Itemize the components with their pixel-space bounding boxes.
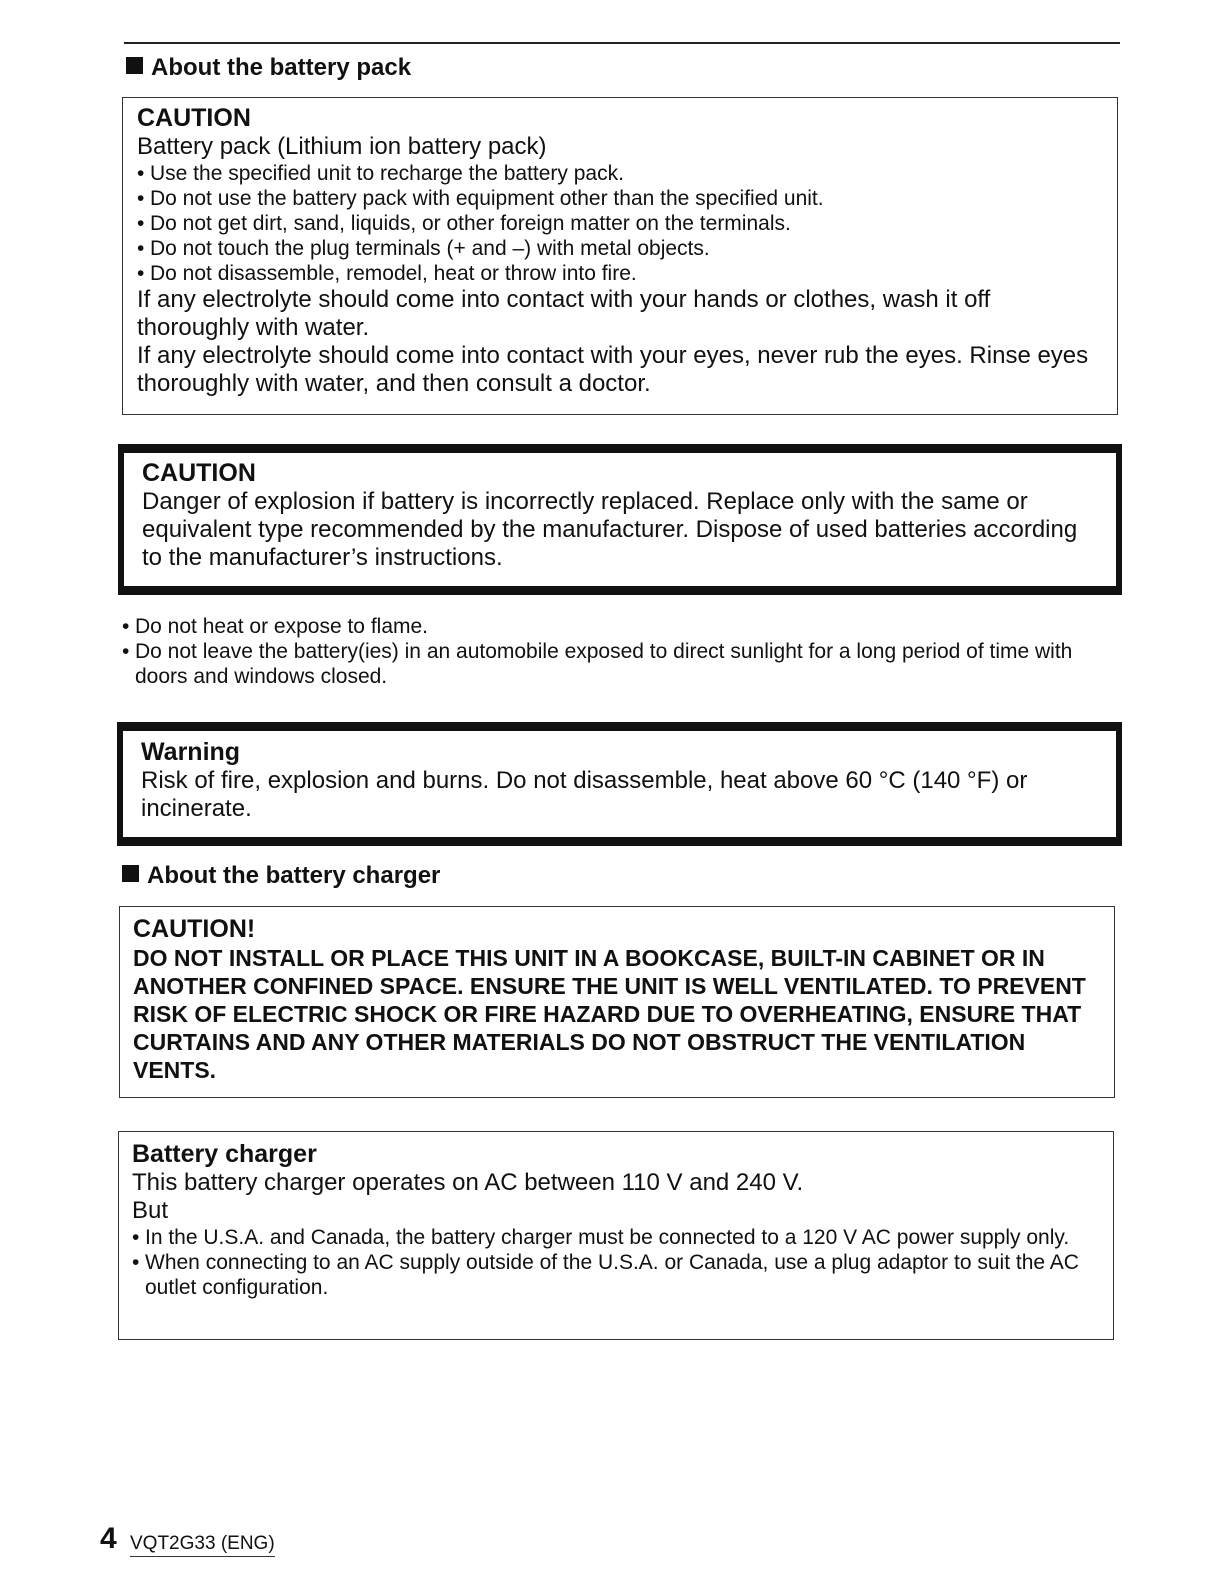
list-item: • Do not touch the plug terminals (+ and –) with metal objects. <box>137 236 1103 261</box>
list-item: • Do not use the battery pack with equipment other than the specified unit. <box>137 186 1103 211</box>
paragraph: If any electrolyte should come into contact with your eyes, never rub the eyes. Rinse eyes thoroughly with water, and then consult a doctor. <box>137 342 1089 397</box>
square-bullet-icon <box>126 57 143 74</box>
document-code: VQT2G33 (ENG) <box>130 1533 275 1557</box>
box-title: CAUTION <box>137 104 251 132</box>
paragraph: If any electrolyte should come into contact with your hands or clothes, wash it off thoroughly with water. <box>137 286 991 341</box>
list-item: • When connecting to an AC supply outside of the U.S.A. or Canada, use a plug adaptor to suit the AC outlet configuration. <box>132 1250 1099 1300</box>
paragraph: DO NOT INSTALL OR PLACE THIS UNIT IN A BOOKCASE, BUILT-IN CABINET OR IN ANOTHER CONFINED SPACE. ENSURE THE UNIT IS WELL VENTILATED. TO PREVENT RISK OF ELECTRIC SHOCK OR FIRE HAZARD DUE TO OVERHEATING, ENSURE THAT CURTAINS AND ANY OTHER MATERIALS DO NOT OBSTRUCT THE VENTILATION VENTS. <box>133 945 1086 1083</box>
square-bullet-icon <box>122 865 139 882</box>
paragraph: This battery charger operates on AC between 110 V and 240 V. <box>132 1169 804 1196</box>
heat-warning-list <box>122 614 1102 689</box>
box-title: Battery charger <box>132 1140 317 1168</box>
list-item: • Use the specified unit to recharge the battery pack. <box>137 161 1103 186</box>
top-rule <box>124 42 1120 44</box>
list-item: • Do not disassemble, remodel, heat or throw into fire. <box>137 261 1103 286</box>
paragraph: Risk of fire, explosion and burns. Do not disassemble, heat above 60 °C (140 °F) or incinerate. <box>141 767 1028 822</box>
caution-box-ventilation <box>119 906 1115 1098</box>
box-title: Warning <box>141 738 241 766</box>
paragraph: Danger of explosion if battery is incorrectly replaced. Replace only with the same or equivalent type recommended by the manufacturer. Dispose of used batteries according to the manufacturer’s instructions. <box>142 488 1078 571</box>
list-item: • Do not get dirt, sand, liquids, or other foreign matter on the terminals. <box>137 211 1103 236</box>
page-number: 4 <box>100 1522 117 1555</box>
caution-box-explosion <box>118 444 1122 595</box>
list-item: • Do not leave the battery(ies) in an automobile exposed to direct sunlight for a long period of time with doors and windows closed. <box>122 639 1102 689</box>
section-heading-battery-pack <box>126 54 411 82</box>
battery-charger-box <box>118 1131 1114 1340</box>
list-item: • Do not heat or expose to flame. <box>122 614 1102 639</box>
list-item: • In the U.S.A. and Canada, the battery charger must be connected to a 120 V AC power supply only. <box>132 1225 1099 1250</box>
paragraph: But <box>132 1197 169 1224</box>
warning-box-fire <box>117 722 1122 846</box>
caution-box-battery-pack <box>122 97 1118 415</box>
box-title: CAUTION! <box>133 915 256 943</box>
section-heading-label: About the battery pack <box>151 54 412 81</box>
box-title: CAUTION <box>142 459 256 487</box>
box-subtitle: Battery pack (Lithium ion battery pack) <box>137 133 547 160</box>
section-heading-label: About the battery charger <box>147 862 441 889</box>
section-heading-battery-charger <box>122 862 440 890</box>
